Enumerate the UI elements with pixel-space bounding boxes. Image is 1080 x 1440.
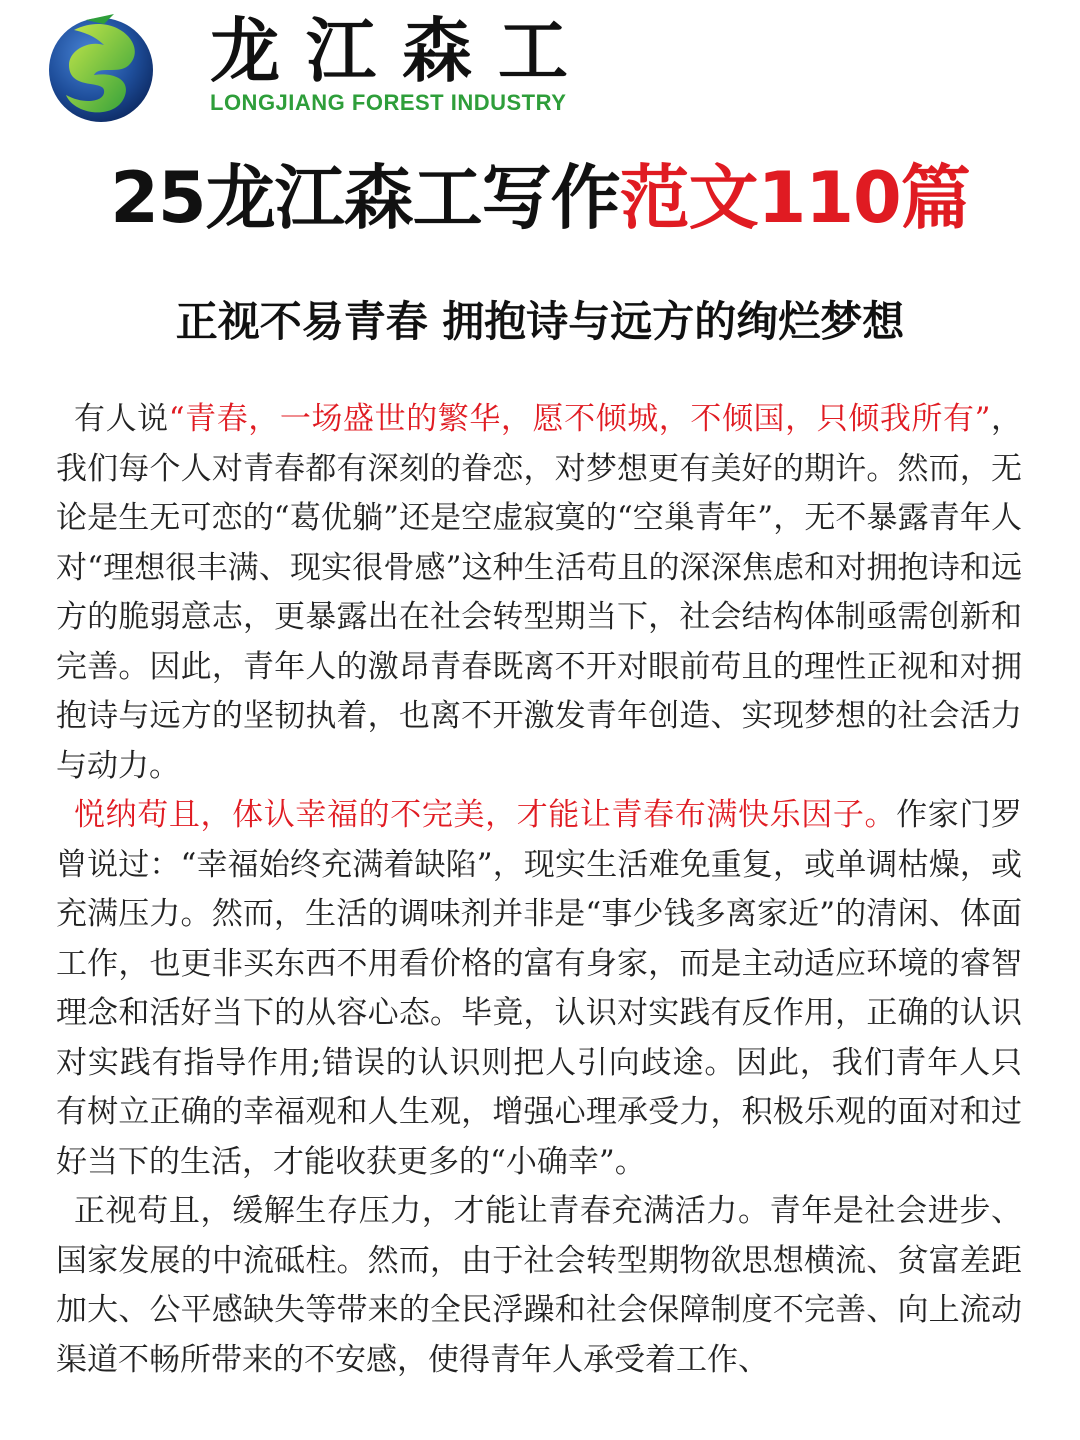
brand-name-en: LONGJIANG FOREST INDUSTRY [210, 90, 567, 115]
paragraph-2-lead: 悦纳苟且，体认幸福的不完美，才能让青春布满快乐因子。 [74, 797, 897, 833]
paragraph-3-body: 正视苟且，缓解生存压力，才能让青春充满活力。青年是社会进步、国家发展的中流砥柱。然而，由于社会转型期物欲思想横流、贫富差距加大、公平感缺失等带来的全民浮躁和社会保障制度不完善、向上流动渠道不畅所带来的不安感，使得青年人承受着工作、 [56, 1193, 1022, 1378]
article-paragraph-3 [56, 1187, 1022, 1385]
article-paragraph-2 [56, 791, 1022, 1187]
article-body [56, 395, 1022, 1385]
article-subtitle: 正视不易青春 拥抱诗与远方的绚烂梦想 [175, 297, 905, 346]
brand-header [44, 8, 644, 126]
title-part-red: 范文110篇 [619, 157, 970, 239]
paragraph-1-quote: “青春，一场盛世的繁华，愿不倾城，不倾国，只倾我所有” [168, 401, 991, 437]
page-title [0, 150, 1080, 246]
article-paragraph-1 [56, 395, 1022, 791]
brand-name-cn: 龙江森工 [210, 10, 594, 92]
title-part-black: 25龙江森工写作 [110, 157, 620, 239]
paragraph-1-prefix: 有人说 [74, 401, 169, 437]
paragraph-1-body: ，我们每个人对青春都有深刻的眷恋，对梦想更有美好的期许。然而，无论是生无可恋的“葛优躺”还是空虚寂寞的“空巢青年”，无不暴露青年人对“理想很丰满、现实很骨感”这种生活苟且的深深焦虑和对拥抱诗和远方的脆弱意志，更暴露出在社会转型期当下，社会结构体制亟需创新和完善。因此，青年人的激昂青春既离不开对眼前苟且的理性正视和对拥抱诗与远方的坚韧执着，也离不开激发青年创造、实现梦想的社会活力与动力。 [56, 401, 1022, 784]
paragraph-2-body: 作家门罗曾说过：“幸福始终充满着缺陷”，现实生活难免重复，或单调枯燥，或充满压力。然而，生活的调味剂并非是“事少钱多离家近”的清闲、体面工作，也更非买东西不用看价格的富有身家，而是主动适应环境的睿智理念和活好当下的从容心态。毕竟，认识对实践有反作用，正确的认识对实践有指导作用;错误的认识则把人引向歧途。因此，我们青年人只有树立正确的幸福观和人生观，增强心理承受力，积极乐观的面对和过好当下的生活，才能收获更多的“小确幸”。 [56, 797, 1023, 1180]
longjiang-swirl-logo-icon [44, 10, 158, 124]
